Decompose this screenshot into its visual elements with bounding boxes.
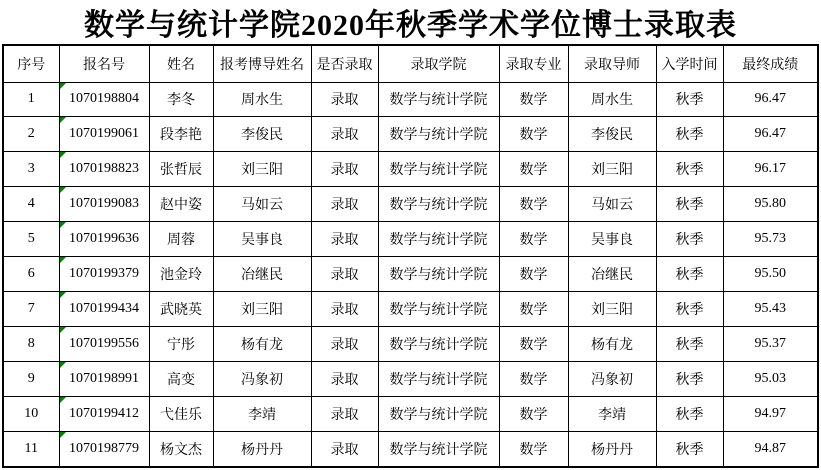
number-stored-as-text-flag-icon bbox=[60, 187, 66, 193]
table-row bbox=[3, 152, 818, 187]
number-stored-as-text-flag-icon bbox=[60, 397, 66, 403]
cell-admission-college: 数学与统计学院 bbox=[378, 187, 499, 222]
cell-admission-supervisor: 周水生 bbox=[568, 82, 656, 117]
cell-final-score: 95.80 bbox=[723, 187, 818, 222]
cell-admission-college: 数学与统计学院 bbox=[378, 222, 499, 257]
cell-admission-supervisor: 李靖 bbox=[568, 396, 656, 431]
cell-final-score: 95.73 bbox=[723, 222, 818, 257]
cell-registration-no bbox=[59, 187, 149, 222]
cell-registration-no bbox=[59, 222, 149, 257]
cell-applied-supervisor: 刘三阳 bbox=[213, 152, 311, 187]
cell-admission-status: 录取 bbox=[311, 82, 378, 117]
cell-admission-major: 数学 bbox=[499, 187, 568, 222]
cell-admission-status: 录取 bbox=[311, 117, 378, 152]
cell-text: 1070198779 bbox=[69, 440, 139, 456]
number-stored-as-text-flag-icon bbox=[60, 83, 66, 89]
cell-name: 周蓉 bbox=[149, 222, 213, 257]
cell-enrollment-term: 秋季 bbox=[656, 152, 723, 187]
column-header-name: 姓名 bbox=[149, 45, 213, 82]
cell-applied-supervisor: 杨丹丹 bbox=[213, 431, 311, 467]
cell-name: 赵中姿 bbox=[149, 187, 213, 222]
column-header-admission-supervisor: 录取导师 bbox=[568, 45, 656, 82]
cell-admission-major: 数学 bbox=[499, 431, 568, 467]
cell-applied-supervisor: 冯象初 bbox=[213, 361, 311, 396]
cell-final-score: 94.87 bbox=[723, 431, 818, 467]
cell-enrollment-term: 秋季 bbox=[656, 187, 723, 222]
cell-applied-supervisor: 李靖 bbox=[213, 396, 311, 431]
cell-registration-no bbox=[59, 431, 149, 467]
cell-admission-college: 数学与统计学院 bbox=[378, 117, 499, 152]
cell-applied-supervisor: 杨有龙 bbox=[213, 326, 311, 361]
table-row bbox=[3, 361, 818, 396]
cell-admission-major: 数学 bbox=[499, 222, 568, 257]
cell-registration-no bbox=[59, 152, 149, 187]
column-header-admission-status: 是否录取 bbox=[311, 45, 378, 82]
cell-admission-major: 数学 bbox=[499, 361, 568, 396]
cell-enrollment-term: 秋季 bbox=[656, 361, 723, 396]
cell-name: 宁彤 bbox=[149, 326, 213, 361]
column-header-admission-major: 录取专业 bbox=[499, 45, 568, 82]
cell-final-score: 94.97 bbox=[723, 396, 818, 431]
cell-registration-no bbox=[59, 396, 149, 431]
cell-admission-status: 录取 bbox=[311, 361, 378, 396]
column-header-serial-no: 序号 bbox=[3, 45, 59, 82]
cell-admission-supervisor: 冯象初 bbox=[568, 361, 656, 396]
cell-name: 李冬 bbox=[149, 82, 213, 117]
number-stored-as-text-flag-icon bbox=[60, 257, 66, 263]
cell-final-score: 96.17 bbox=[723, 152, 818, 187]
column-header-enrollment-term: 入学时间 bbox=[656, 45, 723, 82]
cell-serial-no: 4 bbox=[3, 187, 59, 222]
cell-admission-major: 数学 bbox=[499, 152, 568, 187]
cell-serial-no: 10 bbox=[3, 396, 59, 431]
table-row bbox=[3, 222, 818, 257]
cell-registration-no bbox=[59, 326, 149, 361]
table-row bbox=[3, 396, 818, 431]
cell-admission-supervisor: 冶继民 bbox=[568, 257, 656, 292]
table-row bbox=[3, 326, 818, 361]
cell-registration-no bbox=[59, 257, 149, 292]
cell-admission-status: 录取 bbox=[311, 292, 378, 327]
cell-name: 池金玲 bbox=[149, 257, 213, 292]
cell-admission-major: 数学 bbox=[499, 117, 568, 152]
cell-name: 段李艳 bbox=[149, 117, 213, 152]
cell-registration-no bbox=[59, 117, 149, 152]
cell-final-score: 96.47 bbox=[723, 82, 818, 117]
cell-applied-supervisor: 刘三阳 bbox=[213, 292, 311, 327]
cell-admission-supervisor: 李俊民 bbox=[568, 117, 656, 152]
cell-enrollment-term: 秋季 bbox=[656, 326, 723, 361]
table-header bbox=[3, 45, 818, 82]
cell-admission-supervisor: 刘三阳 bbox=[568, 292, 656, 327]
cell-final-score: 95.37 bbox=[723, 326, 818, 361]
column-header-admission-college: 录取学院 bbox=[378, 45, 499, 82]
table-row bbox=[3, 187, 818, 222]
number-stored-as-text-flag-icon bbox=[60, 432, 66, 438]
cell-text: 1070198823 bbox=[69, 161, 139, 177]
cell-admission-supervisor: 杨丹丹 bbox=[568, 431, 656, 467]
cell-admission-status: 录取 bbox=[311, 187, 378, 222]
cell-applied-supervisor: 吴事良 bbox=[213, 222, 311, 257]
cell-final-score: 95.03 bbox=[723, 361, 818, 396]
cell-registration-no bbox=[59, 292, 149, 327]
number-stored-as-text-flag-icon bbox=[60, 362, 66, 368]
table-row bbox=[3, 82, 818, 117]
cell-final-score: 95.50 bbox=[723, 257, 818, 292]
cell-admission-supervisor: 刘三阳 bbox=[568, 152, 656, 187]
column-header-final-score: 最终成绩 bbox=[723, 45, 818, 82]
table-body bbox=[3, 82, 818, 467]
table-row bbox=[3, 292, 818, 327]
cell-admission-supervisor: 马如云 bbox=[568, 187, 656, 222]
cell-admission-college: 数学与统计学院 bbox=[378, 431, 499, 467]
cell-serial-no: 9 bbox=[3, 361, 59, 396]
cell-text: 1070199556 bbox=[69, 335, 139, 351]
cell-applied-supervisor: 李俊民 bbox=[213, 117, 311, 152]
cell-serial-no: 5 bbox=[3, 222, 59, 257]
cell-admission-major: 数学 bbox=[499, 326, 568, 361]
cell-admission-status: 录取 bbox=[311, 257, 378, 292]
cell-admission-college: 数学与统计学院 bbox=[378, 152, 499, 187]
cell-applied-supervisor: 马如云 bbox=[213, 187, 311, 222]
cell-text: 1070199061 bbox=[69, 126, 139, 142]
number-stored-as-text-flag-icon bbox=[60, 327, 66, 333]
cell-text: 1070198991 bbox=[69, 370, 139, 386]
cell-admission-major: 数学 bbox=[499, 292, 568, 327]
number-stored-as-text-flag-icon bbox=[60, 222, 66, 228]
number-stored-as-text-flag-icon bbox=[60, 117, 66, 123]
table-row bbox=[3, 431, 818, 467]
cell-applied-supervisor: 冶继民 bbox=[213, 257, 311, 292]
cell-serial-no: 11 bbox=[3, 431, 59, 467]
cell-serial-no: 3 bbox=[3, 152, 59, 187]
cell-enrollment-term: 秋季 bbox=[656, 396, 723, 431]
cell-name: 武晓英 bbox=[149, 292, 213, 327]
column-header-applied-supervisor: 报考博导姓名 bbox=[213, 45, 311, 82]
cell-admission-college: 数学与统计学院 bbox=[378, 326, 499, 361]
cell-admission-college: 数学与统计学院 bbox=[378, 396, 499, 431]
cell-name: 张哲辰 bbox=[149, 152, 213, 187]
number-stored-as-text-flag-icon bbox=[60, 152, 66, 158]
cell-text: 1070199434 bbox=[69, 300, 139, 316]
cell-admission-status: 录取 bbox=[311, 152, 378, 187]
cell-admission-major: 数学 bbox=[499, 257, 568, 292]
cell-enrollment-term: 秋季 bbox=[656, 292, 723, 327]
table-row bbox=[3, 117, 818, 152]
cell-admission-college: 数学与统计学院 bbox=[378, 257, 499, 292]
cell-enrollment-term: 秋季 bbox=[656, 431, 723, 467]
cell-admission-supervisor: 杨有龙 bbox=[568, 326, 656, 361]
cell-serial-no: 8 bbox=[3, 326, 59, 361]
cell-admission-status: 录取 bbox=[311, 431, 378, 467]
page-title: 数学与统计学院2020年秋季学术学位博士录取表 bbox=[84, 9, 737, 42]
cell-admission-status: 录取 bbox=[311, 396, 378, 431]
cell-admission-college: 数学与统计学院 bbox=[378, 292, 499, 327]
cell-text: 1070199379 bbox=[69, 266, 139, 282]
cell-serial-no: 6 bbox=[3, 257, 59, 292]
cell-text: 1070199636 bbox=[69, 231, 139, 247]
cell-enrollment-term: 秋季 bbox=[656, 117, 723, 152]
column-header-registration-no: 报名号 bbox=[59, 45, 149, 82]
cell-registration-no bbox=[59, 361, 149, 396]
cell-final-score: 95.43 bbox=[723, 292, 818, 327]
cell-admission-status: 录取 bbox=[311, 222, 378, 257]
cell-registration-no bbox=[59, 82, 149, 117]
cell-admission-major: 数学 bbox=[499, 396, 568, 431]
cell-name: 杨文杰 bbox=[149, 431, 213, 467]
cell-serial-no: 7 bbox=[3, 292, 59, 327]
header-row bbox=[3, 45, 818, 82]
cell-admission-college: 数学与统计学院 bbox=[378, 82, 499, 117]
cell-name: 弋佳乐 bbox=[149, 396, 213, 431]
cell-enrollment-term: 秋季 bbox=[656, 257, 723, 292]
cell-serial-no: 1 bbox=[3, 82, 59, 117]
cell-admission-status: 录取 bbox=[311, 326, 378, 361]
cell-enrollment-term: 秋季 bbox=[656, 222, 723, 257]
cell-final-score: 96.47 bbox=[723, 117, 818, 152]
cell-serial-no: 2 bbox=[3, 117, 59, 152]
cell-admission-supervisor: 吴事良 bbox=[568, 222, 656, 257]
cell-name: 高变 bbox=[149, 361, 213, 396]
cell-enrollment-term: 秋季 bbox=[656, 82, 723, 117]
number-stored-as-text-flag-icon bbox=[60, 292, 66, 298]
cell-text: 1070199412 bbox=[69, 405, 139, 421]
cell-admission-major: 数学 bbox=[499, 82, 568, 117]
cell-admission-college: 数学与统计学院 bbox=[378, 361, 499, 396]
cell-text: 1070198804 bbox=[69, 91, 139, 107]
cell-applied-supervisor: 周水生 bbox=[213, 82, 311, 117]
table-row bbox=[3, 257, 818, 292]
cell-text: 1070199083 bbox=[69, 196, 139, 212]
admission-table bbox=[2, 44, 819, 468]
